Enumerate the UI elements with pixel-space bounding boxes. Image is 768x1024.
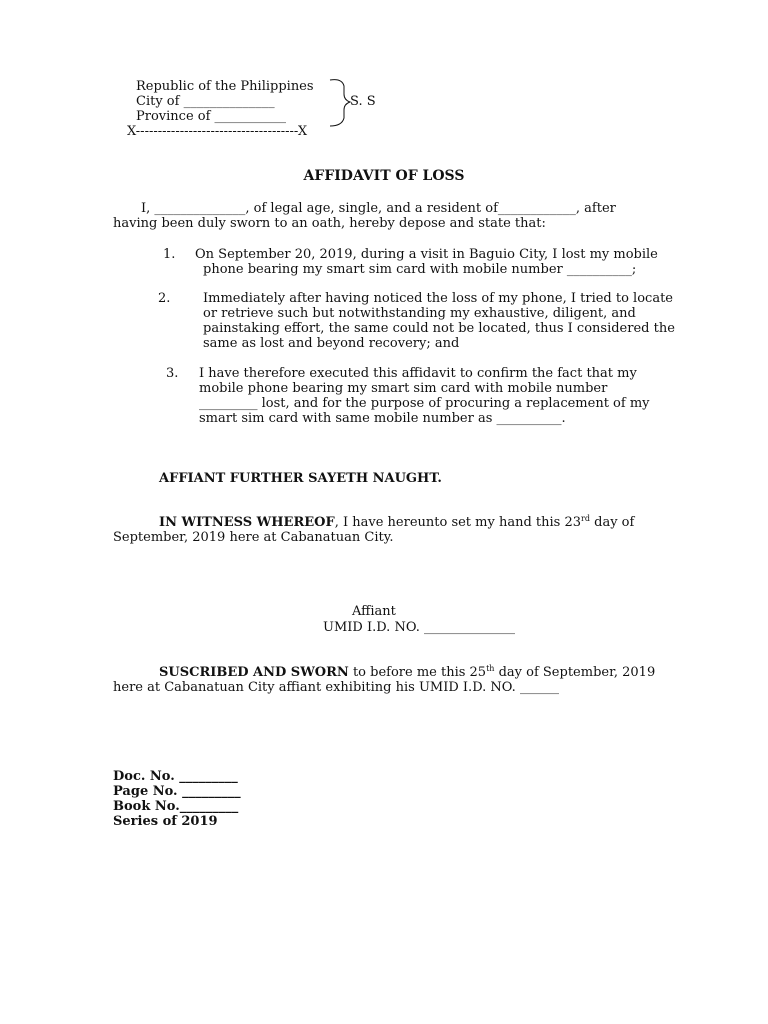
document-title: AFFIDAVIT OF LOSS: [303, 168, 465, 184]
witness-line-1: IN WITNESS WHEREOF, I have hereunto set my hand this 23rd day of: [159, 514, 635, 530]
affiant-label: Affiant: [352, 604, 396, 619]
item-3-line: mobile phone bearing my smart sim card with mobile number: [199, 381, 608, 396]
item-3-line: _________ lost, and for the purpose of procuring a replacement of my: [199, 396, 650, 411]
affiant-umid: UMID I.D. NO. ______________: [323, 620, 515, 635]
item-3-line: smart sim card with same mobile number as __________.: [199, 411, 566, 426]
item-2-number: 2.: [158, 291, 171, 306]
sworn-line-1: SUSCRIBED AND SWORN to before me this 25th day of September, 2019: [159, 664, 656, 680]
venue-divider: X-------------------------------------X: [127, 124, 308, 139]
notary-page-no: Page No. _________: [113, 784, 241, 799]
notary-doc-no: Doc. No. _________: [113, 769, 238, 784]
venue-province: Province of ___________: [136, 109, 287, 124]
sworn-line-2: here at Cabanatuan City affiant exhibiting his UMID I.D. NO. ______: [113, 680, 559, 695]
item-2-line: Immediately after having noticed the loss of my phone, I tried to locate: [203, 291, 673, 306]
item-1-line: phone bearing my smart sim card with mobile number __________;: [203, 262, 637, 277]
venue-ss: S. S: [350, 94, 376, 109]
item-3-number: 3.: [166, 366, 179, 381]
item-2-line: same as lost and beyond recovery; and: [203, 336, 460, 351]
item-2-line: painstaking effort, the same could not be located, thus I considered the: [203, 321, 675, 336]
venue-republic: Republic of the Philippines: [136, 79, 314, 94]
item-3-line: I have therefore executed this affidavit to confirm the fact that my: [199, 366, 637, 381]
notary-book-no: Book No._________: [113, 799, 239, 814]
affiant-further-sayeth: AFFIANT FURTHER SAYETH NAUGHT.: [159, 471, 442, 486]
venue-city: City of ______________: [136, 94, 275, 109]
notary-series: Series of 2019: [113, 814, 218, 829]
item-2-line: or retrieve such but notwithstanding my exhaustive, diligent, and: [203, 306, 636, 321]
intro-line-1: I, ______________, of legal age, single, and a resident of____________, after: [141, 201, 616, 216]
intro-line-2: having been duly sworn to an oath, hereby depose and state that:: [113, 216, 546, 231]
item-1-line: On September 20, 2019, during a visit in Baguio City, I lost my mobile: [195, 247, 658, 262]
item-1-number: 1.: [163, 247, 176, 262]
witness-line-2: September, 2019 here at Cabanatuan City.: [113, 530, 394, 545]
